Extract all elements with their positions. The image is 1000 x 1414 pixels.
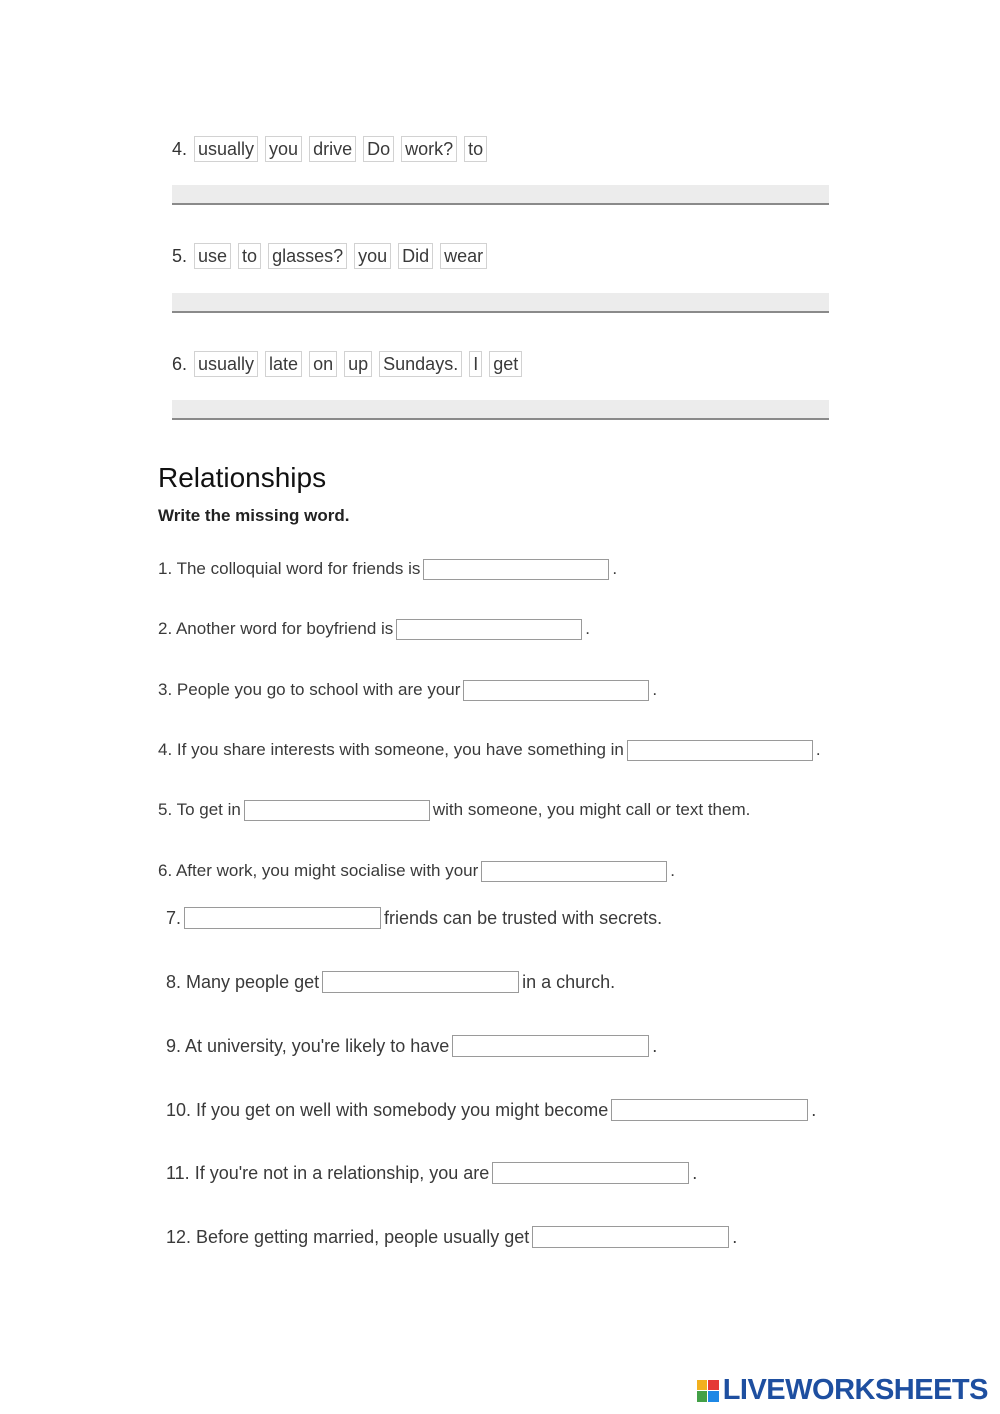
question-text-after: . (732, 1226, 738, 1247)
word-chip[interactable]: work? (401, 136, 457, 162)
question-10 (166, 1097, 816, 1123)
answer-input[interactable] (423, 559, 609, 580)
scramble-item-4 (172, 135, 487, 163)
question-6 (158, 858, 675, 884)
scramble-item-6 (172, 350, 522, 378)
question-text-after: friends can be trusted with secrets. (384, 907, 663, 928)
word-chip[interactable]: I (469, 351, 482, 377)
question-text-after: . (692, 1162, 698, 1183)
liveworksheets-logo-icon (697, 1380, 719, 1402)
question-text-after: in a church. (522, 971, 616, 992)
answer-input[interactable] (322, 971, 519, 993)
answer-input[interactable] (184, 907, 381, 929)
answer-input[interactable] (452, 1035, 649, 1057)
word-chip[interactable]: on (309, 351, 337, 377)
word-chip[interactable]: glasses? (268, 243, 347, 269)
word-chip[interactable]: you (265, 136, 302, 162)
answer-input[interactable] (244, 800, 430, 821)
scramble-item-5 (172, 242, 487, 270)
question-text: 9. At university, you're likely to have (166, 1035, 450, 1056)
question-text: 12. Before getting married, people usually get (166, 1226, 530, 1247)
answer-drop-zone[interactable] (172, 185, 829, 205)
brand-logo (697, 1374, 988, 1407)
question-9 (166, 1033, 657, 1059)
answer-input[interactable] (463, 680, 649, 701)
word-chip[interactable]: drive (309, 136, 356, 162)
question-text-after: . (612, 559, 618, 578)
word-chip[interactable]: use (194, 243, 231, 269)
question-text: 3. People you go to school with are your (158, 680, 461, 699)
question-text: 6. After work, you might socialise with your (158, 861, 479, 880)
question-text: 7. (166, 907, 182, 928)
section-instruction: Write the missing word. (158, 506, 350, 525)
word-chip[interactable]: Do (363, 136, 394, 162)
word-chip[interactable]: Did (398, 243, 433, 269)
answer-input[interactable] (532, 1226, 729, 1248)
question-text: 2. Another word for boyfriend is (158, 619, 394, 638)
item-number: 6. (172, 353, 188, 374)
question-8 (166, 969, 615, 995)
word-chip[interactable]: to (464, 136, 487, 162)
answer-input[interactable] (627, 740, 813, 761)
answer-drop-zone[interactable] (172, 400, 829, 420)
question-text-after: . (811, 1099, 817, 1120)
item-number: 5. (172, 245, 188, 266)
question-7 (166, 905, 662, 931)
question-12 (166, 1224, 737, 1250)
section-title: Relationships (158, 462, 327, 493)
word-chip[interactable]: wear (440, 243, 487, 269)
word-chip[interactable]: usually (194, 351, 258, 377)
word-chip[interactable]: up (344, 351, 372, 377)
answer-input[interactable] (481, 861, 667, 882)
question-text: 8. Many people get (166, 971, 320, 992)
word-chip[interactable]: Sundays. (379, 351, 462, 377)
question-text: 4. If you share interests with someone, you have something in (158, 740, 624, 759)
word-chip[interactable]: late (265, 351, 302, 377)
question-text-after: . (815, 740, 821, 759)
question-text: 11. If you're not in a relationship, you are (166, 1162, 490, 1183)
question-text: 10. If you get on well with somebody you might become (166, 1099, 609, 1120)
question-text-after: . (670, 861, 676, 880)
question-text: 5. To get in (158, 800, 241, 819)
question-2 (158, 616, 590, 642)
question-11 (166, 1160, 697, 1186)
word-chip[interactable]: get (489, 351, 522, 377)
question-3 (158, 677, 657, 703)
question-text-after: . (652, 1035, 658, 1056)
answer-input[interactable] (396, 619, 582, 640)
question-4 (158, 737, 821, 763)
word-chip[interactable]: to (238, 243, 261, 269)
question-1 (158, 556, 617, 582)
word-chip[interactable]: you (354, 243, 391, 269)
answer-input[interactable] (492, 1162, 689, 1184)
question-text-after: with someone, you might call or text them. (432, 800, 751, 819)
question-5 (158, 797, 750, 823)
item-number: 4. (172, 138, 188, 159)
question-text-after: . (585, 619, 591, 638)
brand-name: LIVEWORKSHEETS (722, 1374, 988, 1406)
answer-drop-zone[interactable] (172, 293, 829, 313)
answer-input[interactable] (611, 1099, 808, 1121)
question-text-after: . (652, 680, 658, 699)
question-text: 1. The colloquial word for friends is (158, 559, 421, 578)
word-chip[interactable]: usually (194, 136, 258, 162)
